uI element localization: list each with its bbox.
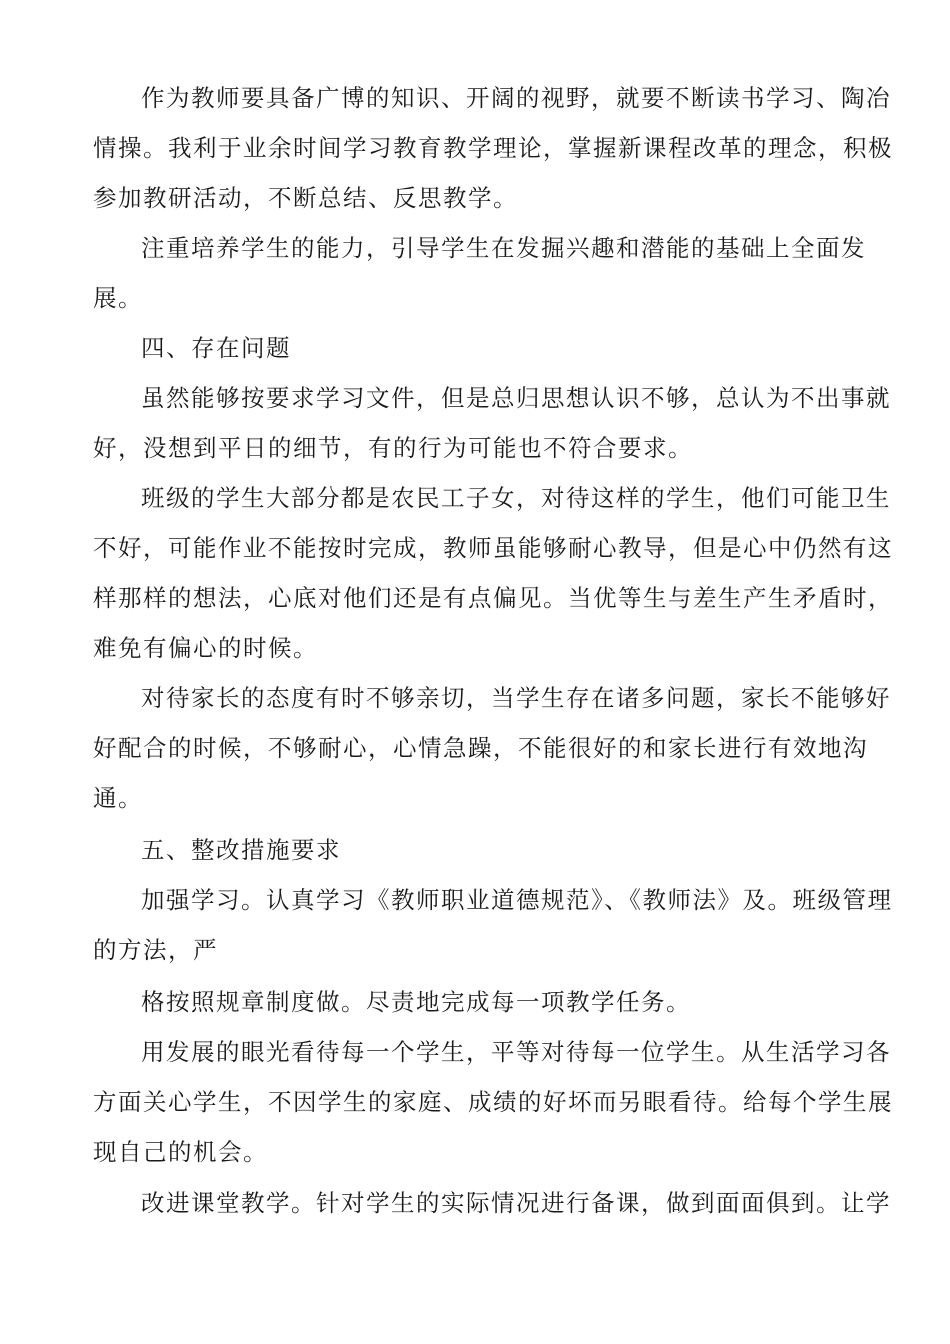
text-line-19: 格按照规章制度做。尽责地完成每一项教学任务。 <box>141 988 691 1016</box>
text-line-1: 作为教师要具备广博的知识、开阔的视野，就要不断读书学习、陶冶 <box>141 84 891 112</box>
text-line-11: 样那样的想法，心底对他们还是有点偏见。当优等生与差生产生矛盾时， <box>93 584 893 612</box>
text-line-21: 方面关心学生，不因学生的家庭、成绩的好坏而另眼看待。给每个学生展 <box>93 1088 893 1116</box>
text-line-13: 对待家长的态度有时不够亲切，当学生存在诸多问题，家长不能够好 <box>141 684 891 712</box>
text-line-5: 展。 <box>93 284 143 312</box>
text-line-8: 好，没想到平日的细节，有的行为可能也不符合要求。 <box>93 434 693 462</box>
text-line-3: 参加教研活动，不断总结、反思教学。 <box>93 184 518 212</box>
text-line-17: 加强学习。认真学习《教师职业道德规范》、《教师法》及。班级管理 <box>141 886 893 914</box>
text-line-14: 好配合的时候，不够耐心，心情急躁，不能很好的和家长进行有效地沟 <box>93 734 868 762</box>
text-line-12: 难免有偏心的时候。 <box>93 634 318 662</box>
section-heading-issues: 四、存在问题 <box>141 334 291 362</box>
text-line-9: 班级的学生大部分都是农民工子女，对待这样的学生，他们可能卫生 <box>141 484 891 512</box>
text-line-18: 的方法，严 <box>93 936 218 964</box>
text-line-10: 不好，可能作业不能按时完成，教师虽能够耐心教导，但是心中仍然有这 <box>93 534 893 562</box>
text-line-20: 用发展的眼光看待每一个学生，平等对待每一位学生。从生活学习各 <box>141 1038 891 1066</box>
text-line-4: 注重培养学生的能力，引导学生在发掘兴趣和潜能的基础上全面发 <box>141 234 866 262</box>
text-line-2: 情操。我利于业余时间学习教育教学理论，掌握新课程改革的理念，积极 <box>93 134 893 162</box>
text-line-7: 虽然能够按要求学习文件，但是总归思想认识不够，总认为不出事就 <box>141 384 891 412</box>
text-line-23: 改进课堂教学。针对学生的实际情况进行备课，做到面面俱到。让学 <box>141 1189 891 1217</box>
section-heading-measures: 五、整改措施要求 <box>141 836 341 864</box>
text-line-22: 现自己的机会。 <box>93 1138 268 1166</box>
text-line-15: 通。 <box>93 784 143 812</box>
